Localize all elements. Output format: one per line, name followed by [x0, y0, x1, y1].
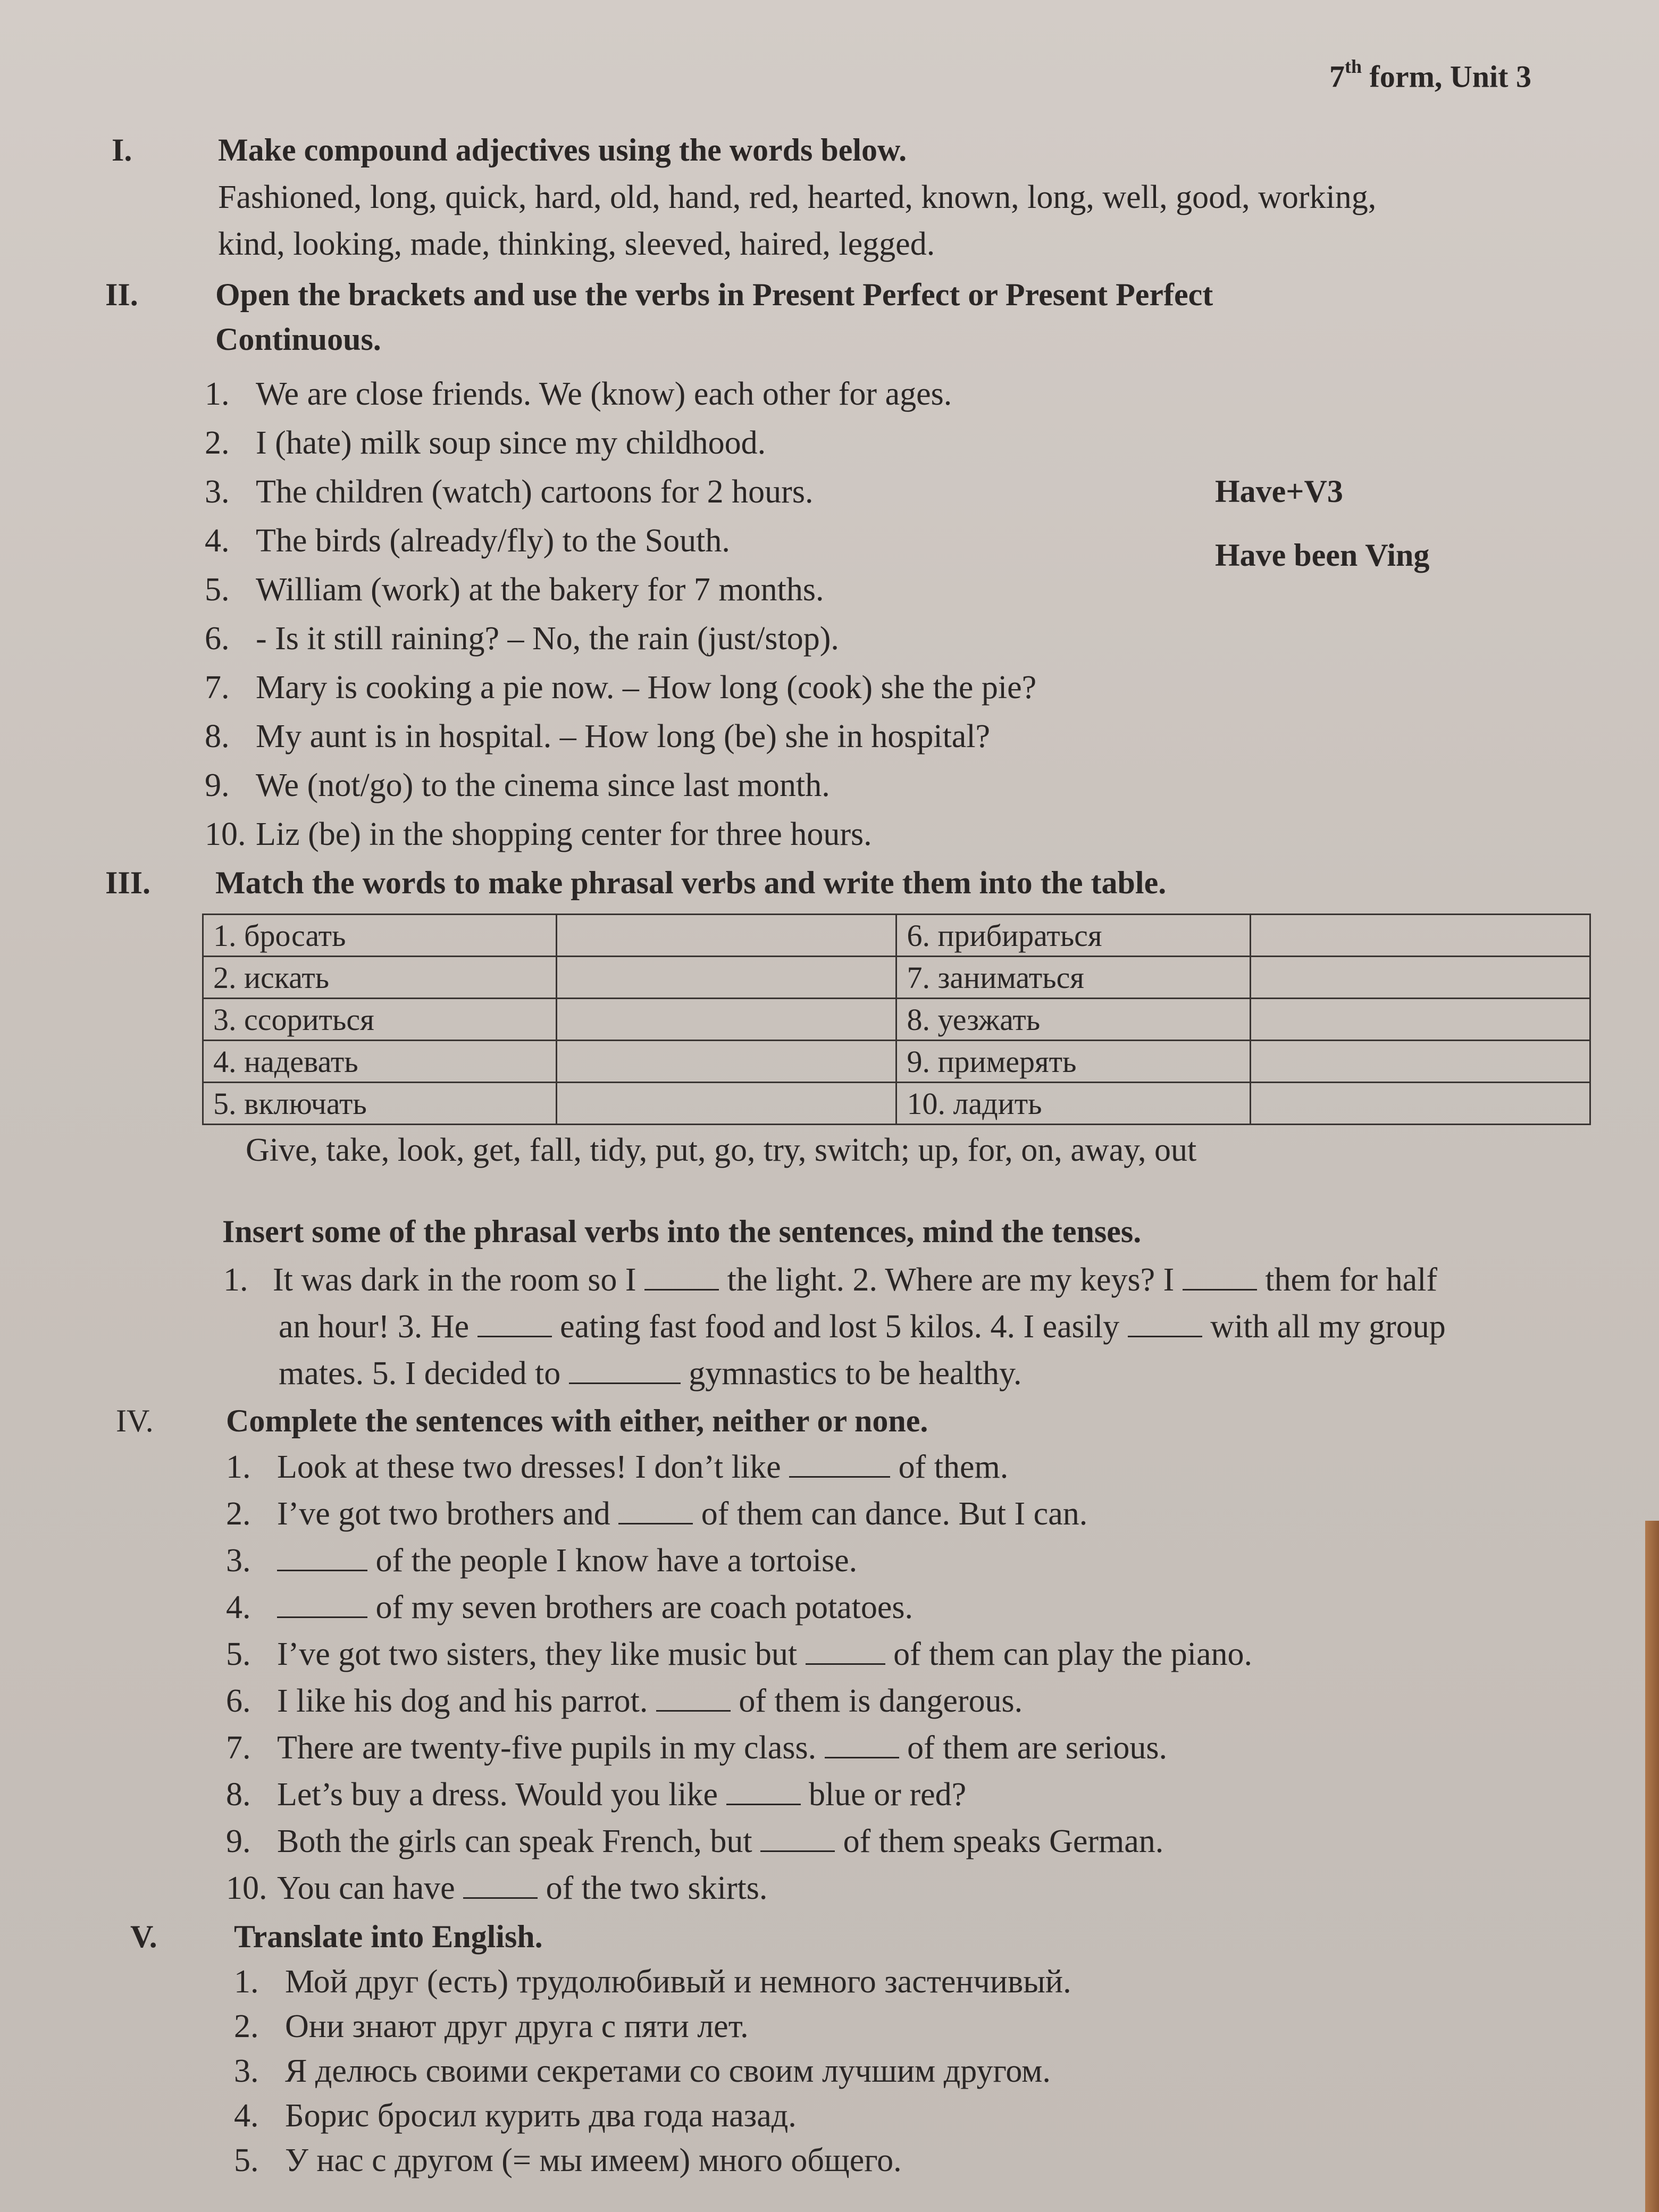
- item-text: У нас с другом (= мы имеем) много общего.: [285, 2142, 902, 2179]
- item-number: 3.: [205, 474, 230, 510]
- item-number: 8.: [205, 718, 230, 755]
- answer-blank[interactable]: [463, 1870, 538, 1899]
- answer-blank[interactable]: [569, 1355, 681, 1384]
- item-text-before: I like his dog and his parrot.: [277, 1683, 648, 1719]
- item-text-after: of them can dance. But I can.: [701, 1496, 1088, 1532]
- section-3-number: III.: [105, 865, 151, 900]
- list-item: [205, 473, 813, 511]
- list-item: [205, 620, 839, 658]
- table-cell-answer-left[interactable]: [557, 1041, 896, 1083]
- insert-paragraph-line3: mates. 5. I decided to gymnastics to be healthy.: [279, 1355, 1022, 1392]
- item-number: 9.: [205, 767, 230, 803]
- item-text: [277, 1589, 913, 1627]
- item-text: Liz (be) in the shopping center for three hours.: [256, 816, 872, 852]
- answer-blank[interactable]: [477, 1308, 552, 1337]
- item-text: The birds (already/fly) to the South.: [256, 523, 730, 559]
- item-text-after: of my seven brothers are coach potatoes.: [375, 1589, 914, 1626]
- list-item: [205, 424, 766, 462]
- item-text-after: of the two skirts.: [546, 1870, 768, 1906]
- item-text: We are close friends. We (know) each other for ages.: [256, 376, 952, 412]
- insert-paragraph-line2: an hour! 3. He eating fast food and lost 5 kilos. 4. I easily with all my group: [279, 1309, 1446, 1345]
- item-number: 7.: [226, 1730, 251, 1766]
- section-5-title: Translate into English.: [234, 1919, 543, 1954]
- table-cell-russian-left: 2. искать: [203, 957, 557, 999]
- list-item: [226, 1495, 1087, 1533]
- answer-blank[interactable]: [760, 1823, 835, 1852]
- item-text: - Is it still raining? – No, the rain (just/stop).: [256, 621, 839, 657]
- list-item: [205, 816, 872, 853]
- insert-task-title: Insert some of the phrasal verbs into the sentences, mind the tenses.: [222, 1214, 1142, 1249]
- item-number: 3.: [234, 2053, 259, 2089]
- item-number: 1.: [205, 376, 230, 412]
- list-item: [234, 2097, 797, 2135]
- table-cell-russian-right: 10. ладить: [896, 1083, 1250, 1125]
- list-item: [205, 669, 1036, 707]
- item-number: 6.: [226, 1683, 251, 1719]
- item-text: [277, 1729, 1167, 1767]
- hint-present-perfect: Have+V3: [1215, 474, 1343, 509]
- list-item: [226, 1729, 1167, 1767]
- section-4-title: Complete the sentences with either, neither or none.: [226, 1403, 928, 1438]
- item-text: [277, 1636, 1252, 1673]
- list-item: [226, 1636, 1252, 1673]
- item-text: Я делюсь своими секретами со своим лучшим другом.: [285, 2053, 1051, 2089]
- section-1-words-line1: Fashioned, long, quick, hard, old, hand, red, hearted, known, long, well, good, working,: [218, 179, 1377, 215]
- section-5-number: V.: [130, 1919, 157, 1954]
- section-3-title: Match the words to make phrasal verbs and write them into the table.: [215, 865, 1167, 900]
- desk-edge: [1645, 1521, 1659, 2212]
- item-text: I (hate) milk soup since my childhood.: [256, 425, 766, 461]
- item-text: [277, 1823, 1163, 1861]
- item-text: William (work) at the bakery for 7 months.: [256, 572, 824, 608]
- answer-blank[interactable]: [1183, 1261, 1257, 1291]
- item-number: 8.: [226, 1777, 251, 1813]
- table-cell-answer-left[interactable]: [557, 1083, 896, 1125]
- table-cell-russian-right: 9. примерять: [896, 1041, 1250, 1083]
- answer-blank[interactable]: [789, 1448, 890, 1478]
- item-number: 1.: [226, 1449, 251, 1485]
- list-item: [205, 767, 830, 805]
- item-text: [277, 1542, 857, 1580]
- list-item: [205, 718, 990, 756]
- section-4-number: IV.: [116, 1403, 154, 1438]
- item-number: 9.: [226, 1823, 251, 1859]
- list-item: [226, 1776, 966, 1814]
- table-row: [203, 957, 1590, 999]
- table-row: [203, 1041, 1590, 1083]
- item-text-before: Both the girls can speak French, but: [277, 1823, 752, 1859]
- phrasal-word-bank: Give, take, look, get, fall, tidy, put, go, try, switch; up, for, on, away, out: [246, 1132, 1197, 1168]
- item-number: 4.: [205, 523, 230, 559]
- item-text-after: blue or red?: [809, 1777, 967, 1813]
- list-item: [205, 571, 824, 609]
- section-1-number: I.: [112, 132, 132, 167]
- item-text: Mary is cooking a pie now. – How long (cook) she the pie?: [256, 669, 1037, 706]
- table-cell-russian-left: 4. надевать: [203, 1041, 557, 1083]
- list-item: [226, 1542, 857, 1580]
- answer-blank[interactable]: [277, 1542, 367, 1571]
- item-text: Борис бросил курить два года назад.: [285, 2098, 797, 2134]
- section-2-number: II.: [105, 277, 138, 312]
- section-2-title-line1: Open the brackets and use the verbs in Present Perfect or Present Perfect: [215, 277, 1213, 312]
- table-cell-answer-left[interactable]: [557, 957, 896, 999]
- table-cell-answer-right[interactable]: [1250, 1083, 1590, 1125]
- item-text: We (not/go) to the cinema since last month.: [256, 767, 830, 803]
- answer-blank[interactable]: [656, 1682, 731, 1712]
- item-number: 2.: [234, 2008, 259, 2045]
- item-text-before: I’ve got two brothers and: [277, 1496, 610, 1532]
- section-1-words-line2: kind, looking, made, thinking, sleeved, haired, legged.: [218, 226, 935, 262]
- table-row: [203, 915, 1590, 957]
- phrasal-verbs-table: [202, 914, 1591, 1125]
- item-text: Они знают друг друга с пяти лет.: [285, 2008, 749, 2045]
- section-2-title-line2: Continuous.: [215, 322, 381, 357]
- table-cell-russian-right: 7. заниматься: [896, 957, 1250, 999]
- table-cell-answer-right[interactable]: [1250, 957, 1590, 999]
- item-number: 3.: [226, 1543, 251, 1579]
- item-text: [277, 1776, 966, 1814]
- answer-blank[interactable]: [644, 1261, 719, 1291]
- item-text: The children (watch) cartoons for 2 hours.: [256, 474, 814, 510]
- item-text-after: of them speaks German.: [843, 1823, 1164, 1859]
- item-text-after: of them are serious.: [907, 1730, 1168, 1766]
- answer-blank[interactable]: [277, 1589, 367, 1618]
- table-row: [203, 1083, 1590, 1125]
- item-number: 4.: [226, 1589, 251, 1626]
- answer-blank[interactable]: [806, 1636, 885, 1665]
- insert-paragraph-line1: 1. It was dark in the room so I the light. 2. Where are my keys? I them for half: [223, 1262, 1437, 1298]
- item-text-before: Look at these two dresses! I don’t like: [277, 1449, 781, 1485]
- item-number: 5.: [234, 2142, 259, 2179]
- section-1-title: Make compound adjectives using the words below.: [218, 132, 907, 167]
- item-number: 5.: [205, 572, 230, 608]
- item-text: [277, 1448, 1008, 1486]
- item-number: 7.: [205, 669, 230, 706]
- item-number: 10.: [205, 816, 246, 852]
- item-number: 10.: [226, 1870, 267, 1906]
- answer-blank[interactable]: [618, 1495, 693, 1524]
- list-item: [234, 2142, 902, 2180]
- item-text-before: There are twenty-five pupils in my class.: [277, 1730, 817, 1766]
- answer-blank[interactable]: [825, 1729, 899, 1758]
- item-text: [277, 1870, 767, 1907]
- table-cell-answer-right[interactable]: [1250, 1041, 1590, 1083]
- item-text: [277, 1495, 1087, 1533]
- table-cell-answer-right[interactable]: [1250, 999, 1590, 1041]
- list-item: [234, 2008, 749, 2046]
- item-text-after: of them is dangerous.: [739, 1683, 1023, 1719]
- item-text: My aunt is in hospital. – How long (be) she in hospital?: [256, 718, 991, 755]
- list-item: [234, 2052, 1051, 2090]
- item-number: 2.: [205, 425, 230, 461]
- page-header: 7th form, Unit 3: [1329, 56, 1531, 94]
- list-item: [205, 522, 730, 560]
- answer-blank[interactable]: [726, 1776, 801, 1805]
- item-text-before: I’ve got two sisters, they like music but: [277, 1636, 798, 1672]
- table-cell-russian-left: 5. включать: [203, 1083, 557, 1125]
- list-item: [226, 1589, 913, 1627]
- table-cell-russian-right: 6. прибираться: [896, 915, 1250, 957]
- list-item: [234, 1963, 1071, 2001]
- table-cell-russian-right: 8. уезжать: [896, 999, 1250, 1041]
- item-number: 6.: [205, 621, 230, 657]
- item-text: Мой друг (есть) трудолюбивый и немного застенчивый.: [285, 1964, 1071, 2000]
- list-item: [226, 1448, 1008, 1486]
- hint-present-perfect-continuous: Have been Ving: [1215, 538, 1430, 573]
- table-cell-answer-left[interactable]: [557, 999, 896, 1041]
- list-item: [205, 375, 952, 413]
- table-cell-answer-right[interactable]: [1250, 915, 1590, 957]
- item-text-before: You can have: [277, 1870, 455, 1906]
- item-text: [277, 1682, 1023, 1720]
- item-number: 2.: [226, 1496, 251, 1532]
- item-text-after: of them can play the piano.: [893, 1636, 1252, 1672]
- table-row: [203, 999, 1590, 1041]
- item-text-after: of the people I know have a tortoise.: [375, 1543, 858, 1579]
- table-cell-russian-left: 3. ссориться: [203, 999, 557, 1041]
- table-cell-russian-left: 1. бросать: [203, 915, 557, 957]
- answer-blank[interactable]: [1128, 1308, 1202, 1337]
- item-number: 5.: [226, 1636, 251, 1672]
- list-item: [226, 1870, 767, 1907]
- item-text-after: of them.: [898, 1449, 1009, 1485]
- item-number: 1.: [234, 1964, 259, 2000]
- table-cell-answer-left[interactable]: [557, 915, 896, 957]
- item-text-before: Let’s buy a dress. Would you like: [277, 1777, 718, 1813]
- list-item: [226, 1823, 1163, 1861]
- list-item: [226, 1682, 1023, 1720]
- item-number: 4.: [234, 2098, 259, 2134]
